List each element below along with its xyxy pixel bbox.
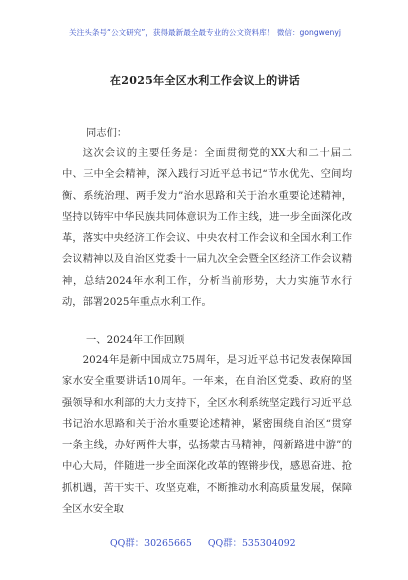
header-notice: 关注头条号“公文研究”，获得最新最全最专业的公文资料库！ 微信：gongwenyj [69,28,341,37]
document-title: 在2025年全区水利工作会议上的讲话 [109,74,300,87]
paragraph-review: 2024年是新中国成立75周年，是习近平总书记发表保障国家水安全重要讲话10周年。一年来，在自治区党委、政府的坚强领导和水利部的大力支持下，全区水利系统坚定践行习近平总书记治水思路和关于治水重要论述精神，紧密围绕自治区“贯穿一条主线，办好两件大事，弘扬蒙古马精神，闯新路进中游”的中心大局，伴随进一步全面深化改革的铿锵步伐，感恩奋进、抢抓机遇，苦干实干、攻坚克难，不断推动水利高质量发展，保障全区水安全取 [62,354,352,516]
qq-group-2: QQ群：535304092 [207,538,296,549]
paragraph-intro: 这次会议的主要任务是：全面贯彻党的XX大和二十届二中、三中全会精神，深入践行习近平总书记“节水优先、空间均衡、系统治理、两手发力”治水思路和关于治水重要论述精神，坚持以铸牢中华民族共同体意识为工作主线，进一步全面深化改革，落实中央经济工作会议、中央农村工作会议和全国水利工作会议精神以及自治区党委十一届九次全会暨全区经济工作会议精神，总结2024年水利工作，分析当前形势，大力实施节水行动，部署2025年重点水利工作。 [62,147,352,309]
footer-contact [110,535,310,549]
salutation: 同志们： [86,127,128,139]
section-heading: 一、2024年工作回顾 [86,334,185,346]
qq-group-1: QQ群：30265665 [110,538,192,549]
